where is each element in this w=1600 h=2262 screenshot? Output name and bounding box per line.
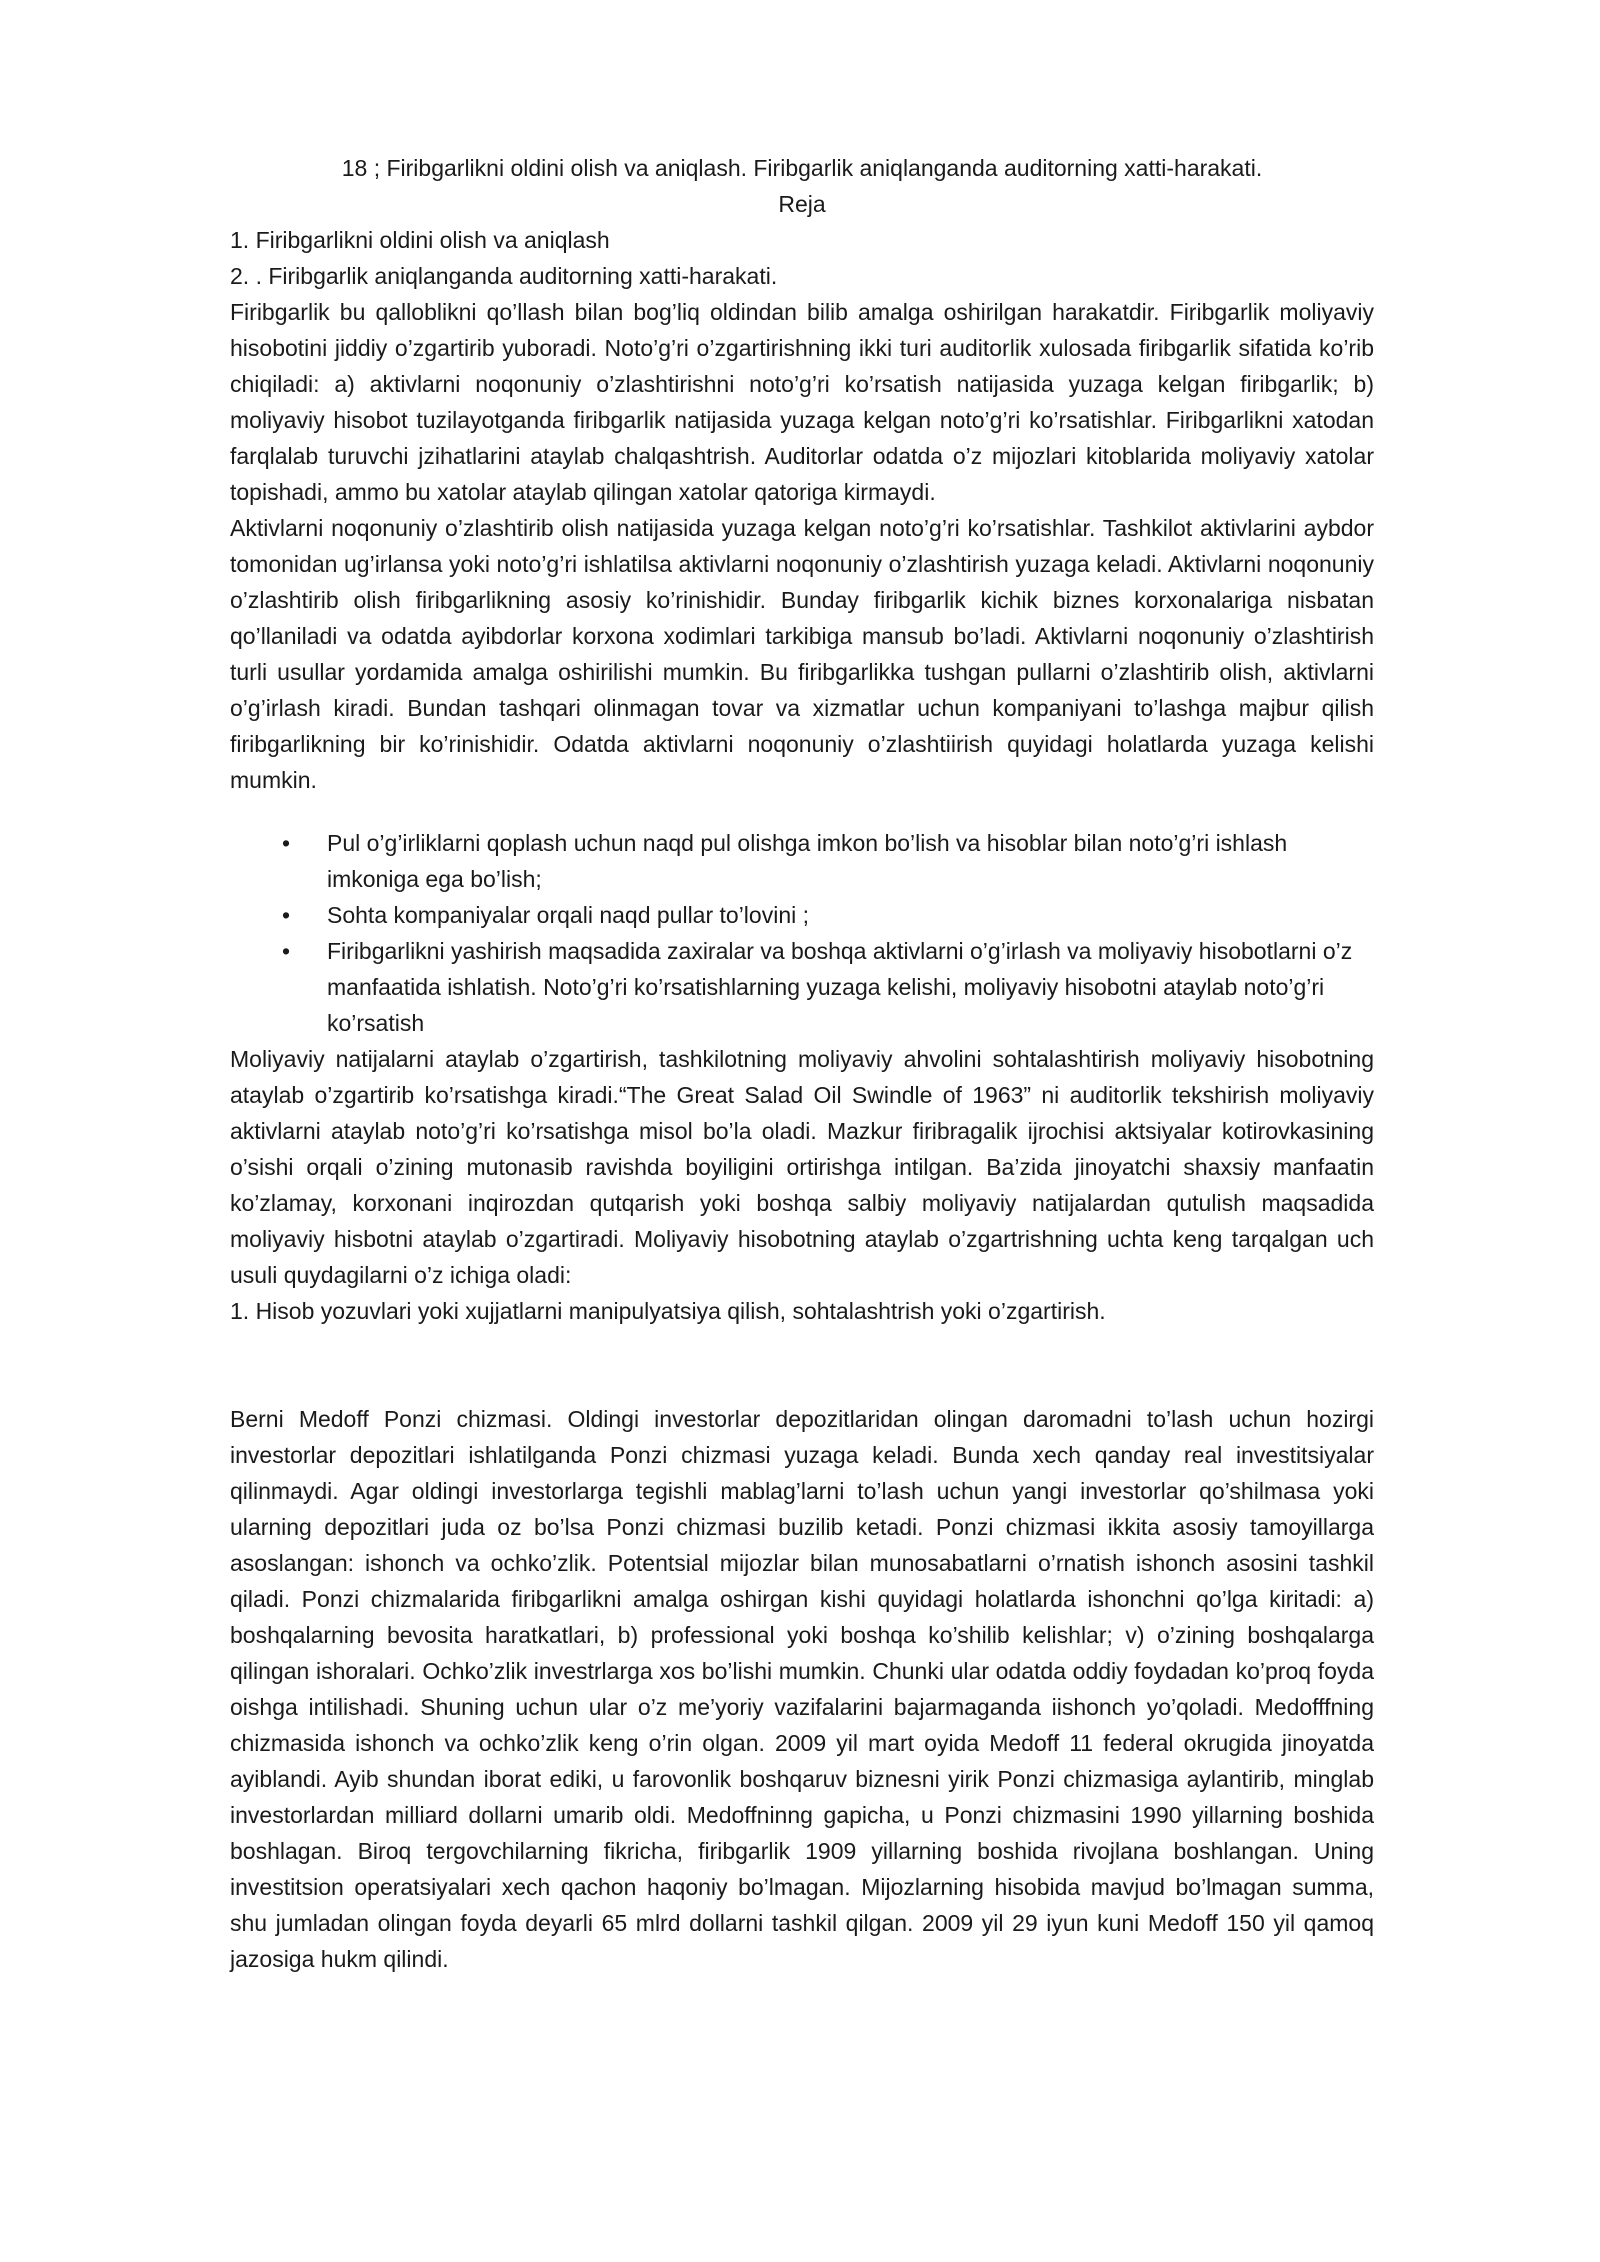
bullet-list [230, 825, 1374, 1041]
plan-item: 1. Firibgarlikni oldini olish va aniqlash [230, 227, 610, 253]
paragraph-financial-misstatement: Moliyaviy natijalarni ataylab o’zgartirish, tashkilotning moliyaviy ahvolini sohtalashtirish moliyaviy hisobotning ataylab o’zgartirib ko’rsatishga kiradi.“The Great Salad Oil Swindle of 1963” ni auditorlik tekshirish moliyaviy aktivlarni ataylab noto’g’ri ko’rsatishga misol bo’la oladi. Mazkur firibragalik ijrochisi aktsiyalar kotirovkasining o’sishi orqali o’zining mutonasib ravishda boyiligini ortirishga intilgan. Ba’zida jinoyatchi shaxsiy manfaatin ko’zlamay, korxonani inqirozdan qutqarish yoki boshqa salbiy moliyaviy natijalardan qutulish maqsadida moliyaviy hisbotni ataylab o’zgartiradi. Moliyaviy hisobotning ataylab o’zgartrishning uchta keng tarqalgan uch usuli quydagilarni o’z ichiga oladi: [230, 1046, 1374, 1288]
spacer [230, 1329, 1374, 1401]
numbered-item: 1. Hisob yozuvlari yoki xujjatlarni manipulyatsiya qilish, sohtalashtrish yoki o’zgartirish. [230, 1298, 1106, 1324]
list-item [282, 933, 1374, 1041]
paragraph-ponzi-scheme: Berni Medoff Ponzi chizmasi. Oldingi investorlar depozitlaridan olingan daromadni to’lash uchun hozirgi investorlar depozitlari ishlatilganda Ponzi chizmasi yuzaga keladi. Bunda xech qanday real investitsiyalar qilinmaydi. Agar oldingi investorlarga tegishli mablag’larni to’lash uchun yangi investorlar qo’shilmasa yoki ularning depozitlari juda oz bo’lsa Ponzi chizmasi buzilib ketadi. Ponzi chizmasi ikkita asosiy tamoyillarga asoslangan: ishonch va ochko’zlik. Potentsial mijozlar bilan munosabatlarni o’rnatish ishonch asosini tashkil qiladi. Ponzi chizmalarida firibgarlikni amalga oshirgan kishi quyidagi holatlarda ishonchni qo’lga kiritadi: a) boshqalarning bevosita haratkatlari, b) professional yoki boshqa ko’shilib kelishlar; v) o’zining boshqalarga qilingan ishoralari. Ochko’zlik investrlarga xos bo’lishi mumkin. Chunki ular odatda oddiy foydadan ko’proq foyda oishga intilishadi. Shuning uchun ular o’z me’yoriy vazifalarini bajarmaganda iishonch yo’qoladi. Medofffning chizmasida ishonch va ochko’zlik keng o’rin olgan. 2009 yil mart oyida Medoff 11 federal okrugida jinoyatda ayiblandi. Ayib shundan iborat ediki, u farovonlik boshqaruv biznesni yirik Ponzi chizmasiga aylantirib, minglab investorlardan milliard dollarni umarib oldi. Medoffninng gapicha, u Ponzi chizmasini 1990 yillarning boshida boshlagan. Biroq tergovchilarning fikricha, firibgarlik 1909 yillarning boshida rivojlana boshlangan. Uning investitsion operatsiyalari xech qachon haqoniy bo’lmagan. Mijozlarning hisobida mavjud bo’lmagan summa, shu jumladan olingan foyda deyarli 65 mlrd dollarni tashkil qilgan. 2009 yil 29 iyun kuni Medoff 150 yil qamoq jazosiga hukm qilindi. [230, 1406, 1374, 1972]
plan-item: 2. . Firibgarlik aniqlanganda auditorning xatti-harakati. [230, 263, 778, 289]
paragraph-asset-misappropriation: Aktivlarni noqonuniy o’zlashtirib olish natijasida yuzaga kelgan noto’g’ri ko’rsatishlar. Tashkilot aktivlarini aybdor tomonidan ug’irlansa yoki noto’g’ri ishlatilsa aktivlarni noqonuniy o’zlashtirish yuzaga keladi. Aktivlarni noqonuniy o’zlashtirib olish firibgarlikning asosiy ko’rinishidir. Bunday firibgarlik kichik biznes korxonalariga nisbatan qo’llaniladi va odatda ayibdorlar korxona xodimlari tarkibiga mansub bo’ladi. Aktivlarni noqonuniy o’zlashtirish turli usullar yordamida amalga oshirilishi mumkin. Bu firibgarlikka tushgan pullarni o’zlashtirib olish, aktivlarni o’g’irlash kiradi. Bundan tashqari olinmagan tovar va xizmatlar uchun kompaniyani to’lashga majbur qilish firibgarlikning bir ko’rinishidir. Odatda aktivlarni noqonuniy o’zlashtiirish quyidagi holatlarda yuzaga kelishi mumkin. [230, 515, 1374, 793]
plan-heading: Reja [778, 191, 826, 217]
bullet-icon: • [282, 938, 291, 964]
list-item-text: Pul o’g’irliklarni qoplash uchun naqd pul olishga imkon bo’lish va hisoblar bilan noto’g’ri ishlash imkoniga ega bo’lish; [327, 830, 1288, 892]
bullet-icon: • [282, 830, 291, 856]
document-page [230, 150, 1374, 1977]
bullet-icon: • [282, 902, 291, 928]
list-item-text: Firibgarlikni yashirish maqsadida zaxiralar va boshqa aktivlarni o’g’irlash va moliyaviy hisobotlarni o’z manfaatida ishlatish. Noto’g’ri ko’rsatishlarning yuzaga kelishi, moliyaviy hisobotni ataylab noto’g’ri ko’rsatish [327, 938, 1353, 1036]
list-item [282, 825, 1374, 897]
list-item [282, 897, 1374, 933]
document-title: 18 ; Firibgarlikni oldini olish va aniqlash. Firibgarlik aniqlanganda auditorning xatti-harakati. [341, 155, 1263, 181]
list-item-text: Sohta kompaniyalar orqali naqd pullar to’lovini ; [327, 902, 810, 928]
paragraph-fraud-definition: Firibgarlik bu qalloblikni qo’llash bilan bog’liq oldindan bilib amalga oshirilgan harakatdir. Firibgarlik moliyaviy hisobotini jiddiy o’zgartirib yuboradi. Noto’g’ri o’zgartirishning ikki turi auditorlik xulosada firibgarlik sifatida ko’rib chiqiladi: a) aktivlarni noqonuniy o’zlashtirishni noto’g’ri ko’rsatish natijasida yuzaga kelgan firibgarlik; b) moliyaviy hisobot tuzilayotganda firibgarlik natijasida yuzaga kelgan noto’g’ri ko’rsatishlar. Firibgarlikni xatodan farqlalab turuvchi jzihatlarini ataylab chalqashtrish. Auditorlar odatda o’z mijozlari kitoblarida moliyaviy xatolar topishadi, ammo bu xatolar ataylab qilingan xatolar qatoriga kirmaydi. [230, 299, 1374, 505]
